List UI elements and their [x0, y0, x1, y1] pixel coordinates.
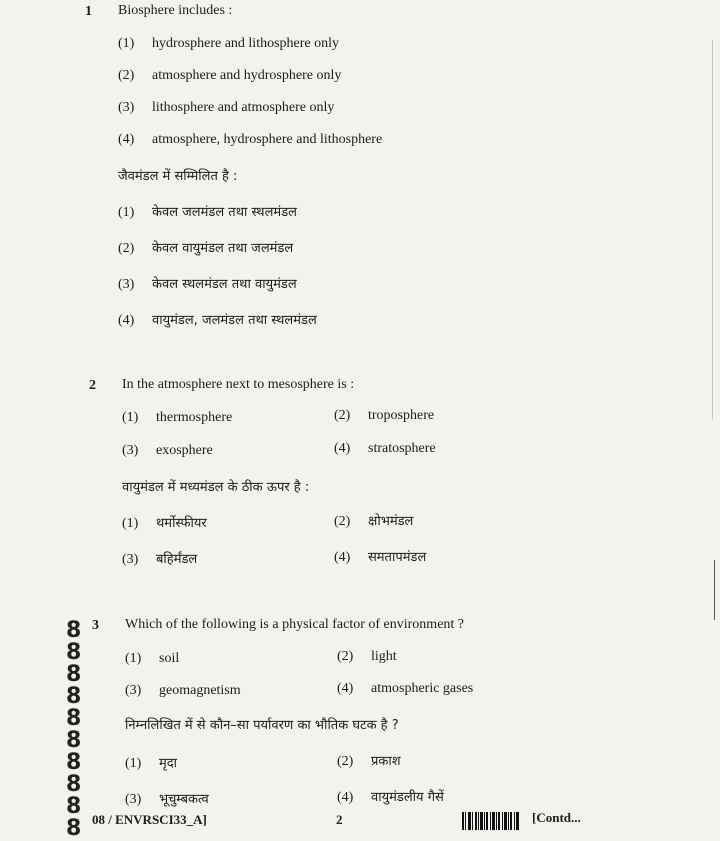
- option-number: (2): [337, 649, 354, 664]
- option-hi-4: [118, 310, 317, 329]
- option-en-2: [337, 649, 397, 665]
- option-text: lithosphere and atmosphere only: [152, 100, 335, 115]
- option-text: soil: [159, 651, 180, 666]
- option-number: (4): [118, 313, 135, 328]
- option-text: केवल जलमंडल तथा स्थलमंडल: [152, 205, 297, 220]
- option-hi-3: [122, 549, 197, 568]
- option-text: केवल वायुमंडल तथा जलमंडल: [152, 241, 294, 256]
- option-number: (2): [118, 241, 135, 256]
- option-text: thermosphere: [156, 410, 233, 425]
- option-text: troposphere: [368, 408, 435, 423]
- option-en-1: [122, 410, 232, 426]
- page-number: 2: [336, 812, 343, 827]
- continued-label: [Contd...: [532, 810, 581, 825]
- option-number: (4): [337, 681, 354, 696]
- option-number: (4): [118, 132, 135, 147]
- option-hi-2: [334, 511, 413, 530]
- option-text: क्षोभमंडल: [368, 514, 414, 529]
- option-hi-1: [122, 513, 207, 532]
- option-text: थर्मोस्फीयर: [156, 516, 207, 531]
- option-number: (4): [334, 441, 351, 456]
- option-text: light: [371, 649, 397, 664]
- option-hi-4: [334, 547, 426, 566]
- option-number: (1): [122, 516, 139, 531]
- option-en-3: [125, 683, 241, 699]
- option-hi-3: [118, 274, 297, 293]
- option-en-4: [334, 441, 436, 457]
- margin-handwritten-mark: 8888888888: [66, 618, 82, 841]
- option-en-3: [118, 100, 334, 116]
- option-text: exosphere: [156, 443, 213, 458]
- option-number: (4): [334, 550, 351, 565]
- option-en-1: [118, 36, 339, 52]
- option-text: केवल स्थलमंडल तथा वायुमंडल: [152, 277, 297, 292]
- option-en-2: [118, 68, 341, 84]
- scan-edge-line: [712, 40, 713, 420]
- barcode-icon: [462, 812, 520, 830]
- option-number: (3): [125, 792, 142, 807]
- option-number: (3): [118, 100, 135, 115]
- option-hi-1: [125, 753, 177, 772]
- option-number: (3): [122, 443, 139, 458]
- question-stem-en: In the atmosphere next to mesosphere is :: [122, 377, 355, 392]
- option-text: geomagnetism: [159, 683, 241, 698]
- option-text: atmospheric gases: [371, 681, 474, 696]
- option-text: hydrosphere and lithosphere only: [152, 36, 340, 51]
- option-text: atmosphere, hydrosphere and lithosphere: [152, 132, 383, 147]
- option-number: (2): [118, 68, 135, 83]
- option-number: (1): [118, 205, 135, 220]
- option-number: (4): [337, 790, 354, 805]
- option-text: मृदा: [159, 756, 178, 771]
- option-en-4: [337, 681, 473, 697]
- option-en-3: [122, 443, 213, 459]
- question-stem-hi: निम्नलिखित में से कौन–सा पर्यावरण का भौतिक घटक है ?: [125, 718, 399, 733]
- question-number: 3: [92, 618, 99, 633]
- option-number: (1): [122, 410, 139, 425]
- option-number: (2): [334, 514, 351, 529]
- question-stem-en: Biosphere includes :: [118, 3, 233, 18]
- option-number: (2): [337, 754, 354, 769]
- option-text: प्रकाश: [371, 754, 401, 769]
- option-hi-1: [118, 202, 297, 221]
- option-number: (3): [125, 683, 142, 698]
- option-text: समतापमंडल: [368, 550, 427, 565]
- option-en-2: [334, 408, 434, 424]
- option-text: वायुमंडल, जलमंडल तथा स्थलमंडल: [152, 313, 317, 328]
- option-number: (1): [118, 36, 135, 51]
- option-hi-2: [118, 238, 293, 257]
- option-number: (1): [125, 756, 142, 771]
- option-number: (1): [125, 651, 142, 666]
- question-number: 2: [89, 378, 96, 393]
- option-en-1: [125, 651, 179, 667]
- option-hi-3: [125, 789, 209, 808]
- option-hi-4: [337, 787, 444, 806]
- option-en-4: [118, 132, 382, 148]
- option-number: (3): [118, 277, 135, 292]
- question-number: 1: [85, 4, 92, 19]
- option-text: बहिर्मंडल: [156, 552, 198, 567]
- paper-code: 08 / ENVRSCI33_A]: [92, 812, 207, 827]
- option-number: (2): [334, 408, 351, 423]
- option-text: वायुमंडलीय गैसें: [371, 790, 444, 805]
- option-text: atmosphere and hydrosphere only: [152, 68, 342, 83]
- option-number: (3): [122, 552, 139, 567]
- option-text: भूचुम्बकत्व: [159, 792, 209, 807]
- option-text: stratosphere: [368, 441, 436, 456]
- scan-edge-mark: [714, 560, 715, 620]
- option-hi-2: [337, 751, 401, 770]
- question-stem-hi: वायुमंडल में मध्यमंडल के ठीक ऊपर है :: [122, 480, 310, 495]
- question-stem-en: Which of the following is a physical factor of environment ?: [125, 617, 465, 632]
- question-stem-hi: जैवमंडल में सम्मिलित है :: [118, 169, 238, 184]
